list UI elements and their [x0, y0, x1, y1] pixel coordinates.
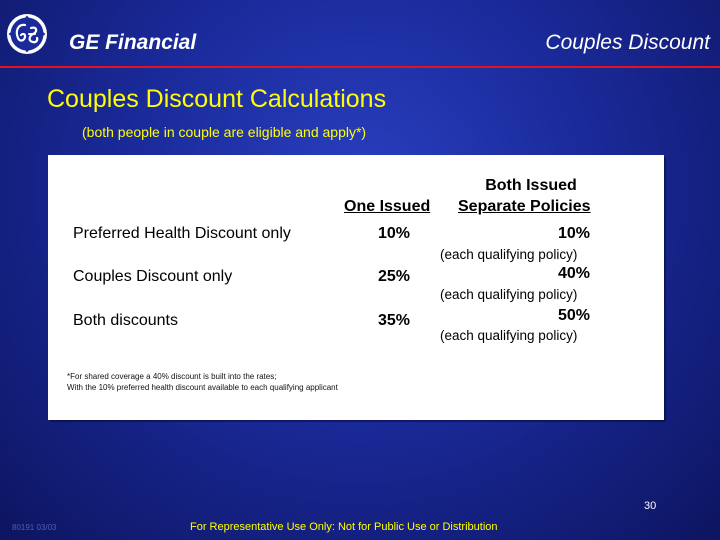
ge-logo — [6, 13, 48, 55]
row-label-preferred-health: Preferred Health Discount only — [73, 225, 291, 242]
disclaimer: For Representative Use Only: Not for Public Use or Distribution — [190, 521, 498, 533]
column-header-one-issued: One Issued — [344, 198, 431, 215]
both-issued-note-both-discounts: (each qualifying policy) — [440, 328, 578, 343]
one-issued-value-preferred-health: 10% — [378, 225, 411, 242]
slide-header — [0, 0, 720, 70]
section-title: Couples Discount — [545, 31, 710, 54]
both-issued-value-couples-discount: 40% — [558, 265, 591, 282]
both-issued-value-both-discounts: 50% — [558, 307, 591, 324]
row-label-couples-discount: Couples Discount only — [73, 268, 233, 285]
row-label-both-discounts: Both discounts — [73, 312, 178, 329]
discount-table-panel — [48, 155, 664, 420]
both-issued-value-preferred-health: 10% — [558, 225, 591, 242]
brand-name: GE Financial — [69, 31, 197, 54]
page-number: 30 — [644, 500, 657, 512]
column-header-separate-policies: Separate Policies — [458, 198, 591, 215]
footnote-line-2: With the 10% preferred health discount available to each qualifying applicant — [67, 383, 338, 392]
both-issued-note-preferred-health: (each qualifying policy) — [440, 247, 578, 262]
page-subtitle: (both people in couple are eligible and apply*) — [82, 124, 367, 140]
header-divider — [0, 66, 720, 68]
page-title: Couples Discount Calculations — [47, 85, 387, 113]
one-issued-value-both-discounts: 35% — [378, 312, 411, 329]
both-issued-note-couples-discount: (each qualifying policy) — [440, 287, 578, 302]
document-code: 80191 03/03 — [12, 523, 57, 532]
one-issued-value-couples-discount: 25% — [378, 268, 411, 285]
column-header-both-issued: Both Issued — [485, 177, 577, 194]
footnote-line-1: *For shared coverage a 40% discount is built into the rates; — [67, 372, 277, 381]
